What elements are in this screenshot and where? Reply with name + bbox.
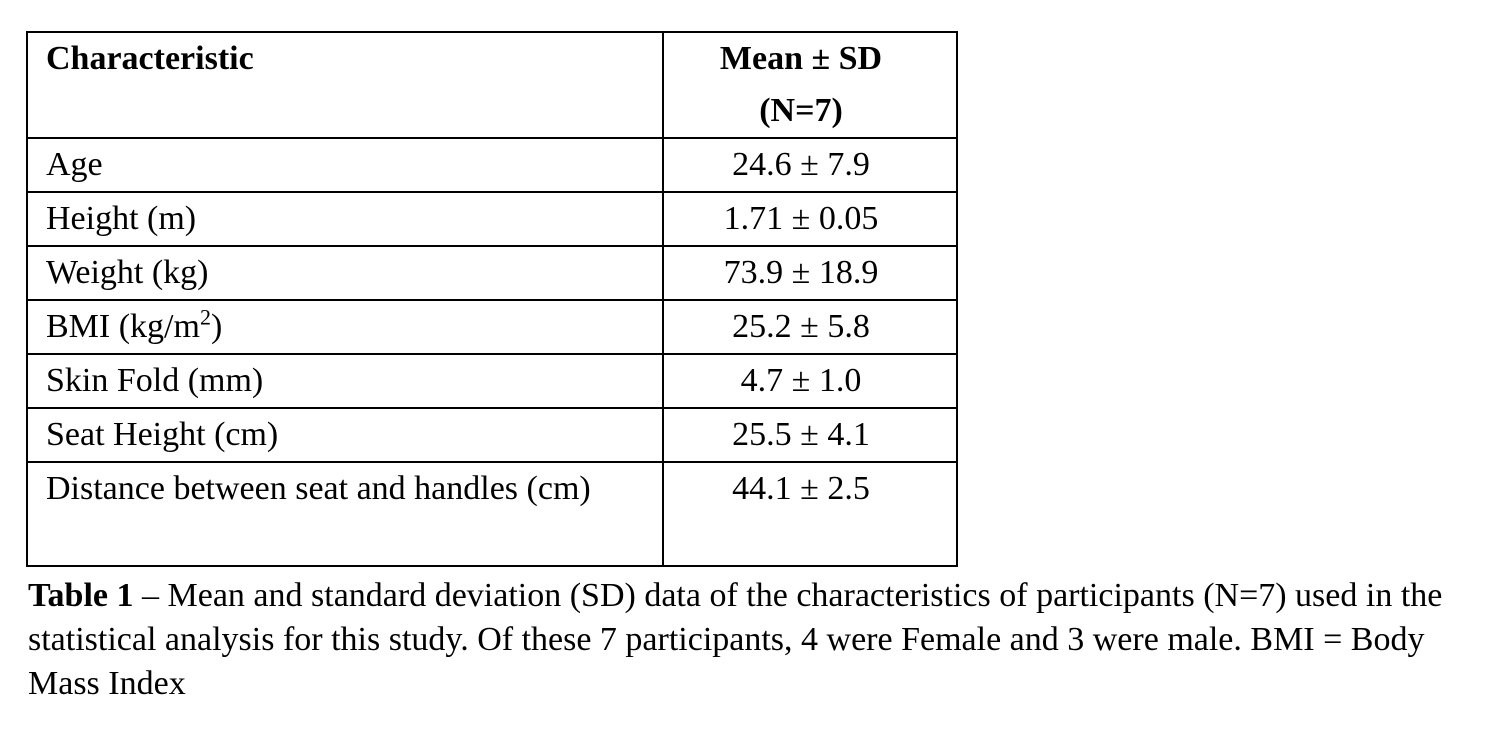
row-value: 73.9 ± 18.9 <box>663 246 957 300</box>
characteristics-table <box>26 31 958 567</box>
table-row <box>27 354 957 408</box>
row-label: Distance between seat and handles (cm) <box>27 462 663 566</box>
row-label: Skin Fold (mm) <box>27 354 663 408</box>
table-row <box>27 138 957 192</box>
table-row <box>27 192 957 246</box>
table-row <box>27 408 957 462</box>
row-value: 1.71 ± 0.05 <box>663 192 957 246</box>
row-value: 25.5 ± 4.1 <box>663 408 957 462</box>
row-value: 4.7 ± 1.0 <box>663 354 957 408</box>
table-row <box>27 246 957 300</box>
header-mean-sd-line1: Mean ± SD <box>719 40 883 77</box>
row-label: Height (m) <box>27 192 663 246</box>
bmi-label-prefix: BMI (kg/m <box>46 308 200 345</box>
header-mean-sd-line2: (N=7) <box>759 92 843 129</box>
table-row <box>27 300 957 354</box>
header-mean-sd <box>663 32 957 138</box>
caption-label: Table 1 <box>28 577 134 614</box>
row-label <box>27 300 663 354</box>
bmi-label-superscript: 2 <box>199 304 211 330</box>
row-label: Age <box>27 138 663 192</box>
caption-text: – Mean and standard deviation (SD) data of the characteristics of participants (N=7) used in the statistical analysis for this study. Of these 7 participants, 4 were Female and 3 were male. BMI = Body Mass Index <box>28 577 1443 702</box>
table-caption <box>28 574 1478 706</box>
characteristics-table-container <box>26 31 958 567</box>
row-label: Weight (kg) <box>27 246 663 300</box>
row-value: 44.1 ± 2.5 <box>663 462 957 566</box>
table-row <box>27 462 957 566</box>
header-characteristic: Characteristic <box>27 32 663 138</box>
bmi-label-suffix: ) <box>210 308 223 345</box>
row-value: 24.6 ± 7.9 <box>663 138 957 192</box>
row-value: 25.2 ± 5.8 <box>663 300 957 354</box>
row-label: Seat Height (cm) <box>27 408 663 462</box>
table-header-row <box>27 32 957 138</box>
